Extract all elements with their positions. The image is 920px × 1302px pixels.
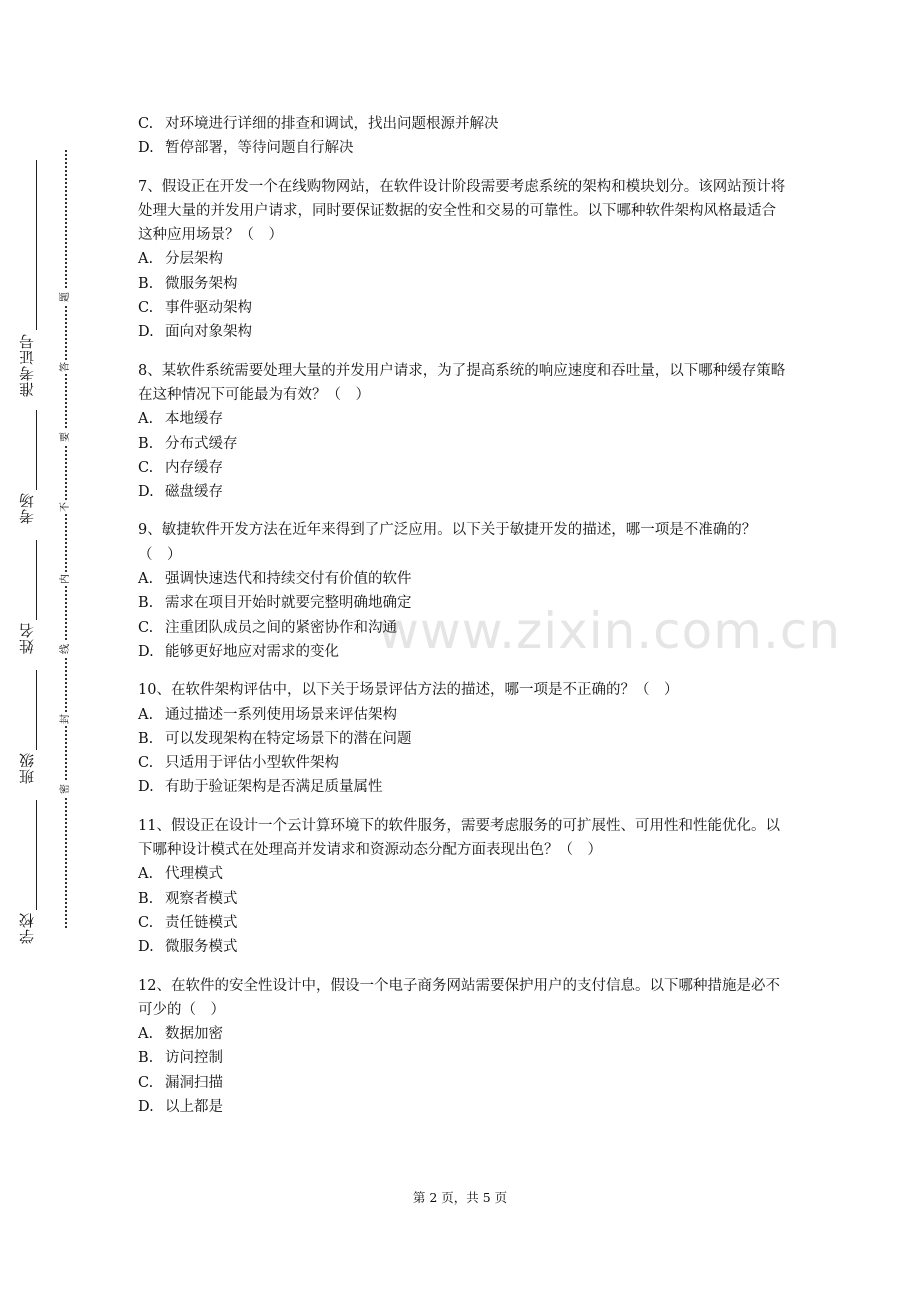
exam-room-blank[interactable]	[36, 410, 37, 490]
option-text: 观察者模式	[165, 890, 238, 907]
option-c[interactable]	[138, 296, 790, 320]
question-7	[138, 175, 790, 345]
option-c[interactable]	[138, 616, 790, 640]
option-text: 能够更好地应对需求的变化	[165, 643, 339, 660]
option-d[interactable]	[138, 136, 790, 160]
question-8	[138, 359, 790, 505]
option-c[interactable]	[138, 112, 790, 136]
seal-char: 题	[60, 292, 71, 302]
option-text: 对环境进行详细的排查和调试，找出问题根源并解决	[165, 116, 499, 132]
option-letter: D.	[138, 324, 154, 341]
question-stem: 10、在软件架构评估中，以下关于场景评估方法的描述，哪一项是不正确的？（ ）	[138, 682, 679, 699]
option-text: 本地缓存	[165, 411, 223, 428]
option-text: 责任链模式	[165, 914, 238, 931]
option-a[interactable]	[138, 862, 790, 886]
option-letter: B.	[138, 890, 154, 907]
option-text: 可以发现架构在特定场景下的潜在问题	[165, 730, 412, 747]
seal-char: 内	[60, 574, 71, 584]
seal-char: 线	[60, 644, 71, 654]
question-11	[138, 814, 790, 960]
option-b[interactable]	[138, 591, 790, 615]
option-c[interactable]	[138, 1071, 790, 1095]
option-letter: C.	[138, 619, 154, 636]
option-letter: C.	[138, 116, 154, 132]
option-b[interactable]	[138, 727, 790, 751]
option-d[interactable]	[138, 935, 790, 959]
seal-char: 密	[60, 784, 71, 794]
option-text: 以上都是	[165, 1098, 223, 1115]
option-letter: B.	[138, 730, 154, 747]
question-10	[138, 678, 790, 799]
seal-char: 封	[60, 714, 71, 724]
option-letter: C.	[138, 914, 154, 931]
option-text: 内存缓存	[165, 459, 223, 476]
option-text: 分层架构	[165, 251, 223, 268]
option-text: 有助于验证架构是否满足质量属性	[165, 779, 383, 796]
option-text: 需求在项目开始时就要完整明确地确定	[165, 595, 412, 612]
option-text: 只适用于评估小型软件架构	[165, 755, 339, 772]
option-a[interactable]	[138, 1022, 790, 1046]
option-letter: B.	[138, 1050, 154, 1067]
option-letter: D.	[138, 1098, 154, 1115]
school-label: 学校	[18, 912, 36, 944]
option-text: 代理模式	[165, 866, 223, 883]
option-letter: A.	[138, 411, 154, 428]
seal-line	[65, 150, 67, 928]
option-letter: D.	[138, 140, 154, 157]
option-letter: D.	[138, 779, 154, 796]
question-stem: 7、假设正在开发一个在线购物网站，在软件设计阶段需要考虑系统的架构和模块划分。该网站预计将处理大量的并发用户请求，同时要保证数据的安全性和交易的可靠性。以下哪种软件架构风格最适合这种应用场景？（ ）	[138, 178, 786, 244]
seal-char: 答	[60, 362, 71, 372]
option-text: 通过描述一系列使用场景来评估架构	[165, 706, 397, 723]
question-12	[138, 974, 790, 1120]
option-c[interactable]	[138, 911, 790, 935]
exam-number-label: 准考证号	[18, 333, 36, 397]
option-letter: B.	[138, 595, 154, 612]
option-b[interactable]	[138, 272, 790, 296]
option-a[interactable]	[138, 703, 790, 727]
option-text: 微服务架构	[165, 275, 238, 292]
page-number: 第 2 页，共 5 页	[412, 1190, 508, 1205]
option-text: 事件驱动架构	[165, 300, 252, 317]
option-letter: C.	[138, 755, 154, 772]
option-b[interactable]	[138, 1046, 790, 1070]
school-blank[interactable]	[36, 800, 37, 910]
option-text: 数据加密	[165, 1026, 223, 1043]
option-d[interactable]	[138, 640, 790, 664]
option-text: 面向对象架构	[165, 324, 252, 341]
option-letter: D.	[138, 939, 154, 956]
option-letter: C.	[138, 1074, 154, 1091]
question-stem: 9、敏捷软件开发方法在近年来得到了广泛应用。以下关于敏捷开发的描述，哪一项是不准确的？（ ）	[138, 522, 757, 563]
option-letter: A.	[138, 706, 154, 723]
option-b[interactable]	[138, 887, 790, 911]
class-blank[interactable]	[36, 670, 37, 750]
option-letter: A.	[138, 571, 154, 588]
option-text: 强调快速迭代和持续交付有价值的软件	[165, 571, 412, 588]
seal-char: 不	[60, 502, 71, 512]
question-stem: 12、在软件的安全性设计中，假设一个电子商务网站需要保护用户的支付信息。以下哪种措施是必不可少的（ ）	[138, 977, 780, 1018]
class-label: 班级	[18, 752, 36, 784]
option-a[interactable]	[138, 567, 790, 591]
student-name-blank[interactable]	[36, 540, 37, 620]
watermark: www.zixin.com.cn	[378, 602, 842, 660]
option-text: 分布式缓存	[165, 435, 238, 452]
option-letter: C.	[138, 459, 154, 476]
option-a[interactable]	[138, 247, 790, 271]
option-letter: C.	[138, 300, 154, 317]
option-letter: A.	[138, 1026, 154, 1043]
option-d[interactable]	[138, 1095, 790, 1119]
question-stem: 11、假设正在设计一个云计算环境下的软件服务，需要考虑服务的可扩展性、可用性和性能优化。以下哪种设计模式在处理高并发请求和资源动态分配方面表现出色？（ ）	[138, 817, 780, 859]
option-text: 微服务模式	[165, 939, 238, 956]
option-letter: B.	[138, 435, 154, 452]
option-letter: A.	[138, 866, 154, 883]
exam-number-blank[interactable]	[36, 160, 37, 330]
option-letter: A.	[138, 251, 154, 268]
option-letter: D.	[138, 643, 154, 660]
option-a[interactable]	[138, 407, 790, 431]
seal-char: 要	[60, 432, 71, 442]
student-name-label: 姓名	[18, 622, 36, 654]
option-d[interactable]	[138, 480, 790, 504]
option-c[interactable]	[138, 751, 790, 775]
option-text: 漏洞扫描	[165, 1074, 223, 1091]
question-9	[138, 518, 790, 664]
option-d[interactable]	[138, 320, 790, 344]
option-letter: B.	[138, 275, 154, 292]
option-d[interactable]	[138, 775, 790, 799]
option-text: 访问控制	[165, 1050, 223, 1067]
question-stem: 8、某软件系统需要处理大量的并发用户请求，为了提高系统的响应速度和吞吐量，以下哪种缓存策略在这种情况下可能最为有效？（ ）	[138, 362, 786, 403]
option-letter: D.	[138, 484, 154, 501]
exam-room-label: 考场	[18, 492, 36, 524]
option-text: 注重团队成员之间的紧密协作和沟通	[165, 619, 397, 636]
option-c[interactable]	[138, 456, 790, 480]
option-b[interactable]	[138, 432, 790, 456]
option-text: 磁盘缓存	[165, 484, 223, 501]
question-list	[138, 112, 790, 1119]
option-text: 暂停部署，等待问题自行解决	[165, 140, 354, 157]
